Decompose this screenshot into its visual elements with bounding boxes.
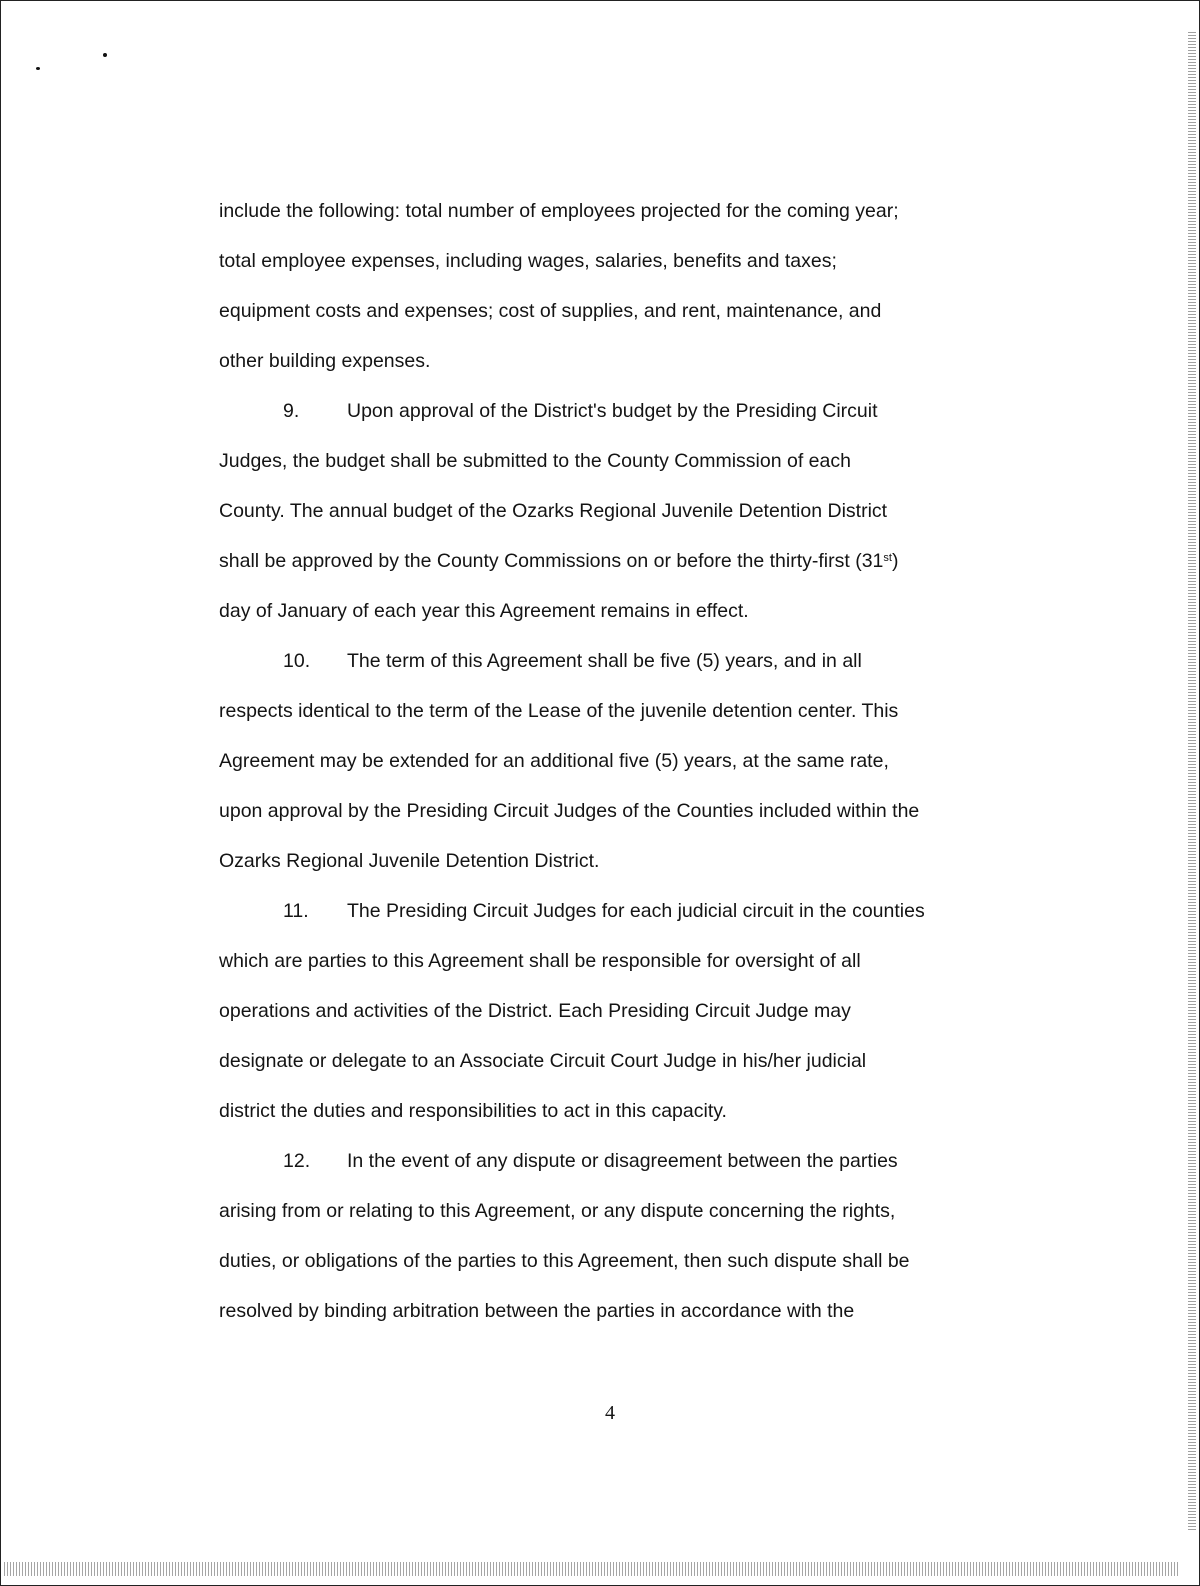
- text-line: which are parties to this Agreement shall be responsible for oversight of all: [219, 950, 861, 972]
- text-line: arising from or relating to this Agreement, or any dispute concerning the rights,: [219, 1200, 896, 1222]
- paragraph-9-first-line: [219, 386, 1009, 436]
- scan-speck: [103, 53, 107, 57]
- paragraph-number: 11.: [283, 900, 309, 922]
- paragraph-text: The term of this Agreement shall be five (5) years, and in all: [347, 650, 862, 672]
- paragraph-number: 9.: [283, 400, 300, 422]
- text-line: respects identical to the term of the Lease of the juvenile detention center. This: [219, 700, 899, 722]
- text-line: upon approval by the Presiding Circuit Judges of the Counties included within the: [219, 800, 920, 822]
- document-body: [219, 186, 1009, 1336]
- text-line: operations and activities of the District. Each Presiding Circuit Judge may: [219, 1000, 851, 1022]
- text-line: equipment costs and expenses; cost of supplies, and rent, maintenance, and: [219, 300, 882, 322]
- page-number: 4: [605, 1402, 615, 1424]
- text-line: district the duties and responsibilities to act in this capacity.: [219, 1100, 727, 1122]
- paragraph-text: The Presiding Circuit Judges for each judicial circuit in the counties: [347, 900, 925, 922]
- text-line: County. The annual budget of the Ozarks Regional Juvenile Detention District: [219, 500, 888, 522]
- ordinal-superscript: st: [883, 552, 892, 564]
- text-line: other building expenses.: [219, 350, 431, 372]
- scan-artifact-right: [1188, 30, 1196, 1530]
- scan-speck: [36, 67, 40, 70]
- text-line: duties, or obligations of the parties to this Agreement, then such dispute shall be: [219, 1250, 910, 1272]
- paragraph-number: 12.: [283, 1150, 311, 1172]
- text-line: Ozarks Regional Juvenile Detention District.: [219, 850, 600, 872]
- text-line: day of January of each year this Agreement remains in effect.: [219, 600, 749, 622]
- paragraph-10-first-line: [219, 636, 1009, 686]
- paragraph-text: Upon approval of the District's budget by the Presiding Circuit: [347, 400, 878, 422]
- text-line: designate or delegate to an Associate Circuit Court Judge in his/her judicial: [219, 1050, 867, 1072]
- paragraph-11-first-line: [219, 886, 1009, 936]
- scan-artifact-bottom: [4, 1562, 1180, 1576]
- text-line: Agreement may be extended for an additional five (5) years, at the same rate,: [219, 750, 889, 772]
- paragraph-12-first-line: [219, 1136, 1009, 1186]
- paragraph-number: 10.: [283, 650, 311, 672]
- paragraph-text: In the event of any dispute or disagreement between the parties: [347, 1150, 898, 1172]
- text-line: total employee expenses, including wages, salaries, benefits and taxes;: [219, 250, 837, 272]
- text-line: resolved by binding arbitration between the parties in accordance with the: [219, 1300, 855, 1322]
- text-line-thirty-first: shall be approved by the County Commissions on or before the thirty-first (31st): [219, 550, 899, 572]
- text-line: Judges, the budget shall be submitted to the County Commission of each: [219, 450, 851, 472]
- text-line: include the following: total number of employees projected for the coming year;: [219, 200, 899, 222]
